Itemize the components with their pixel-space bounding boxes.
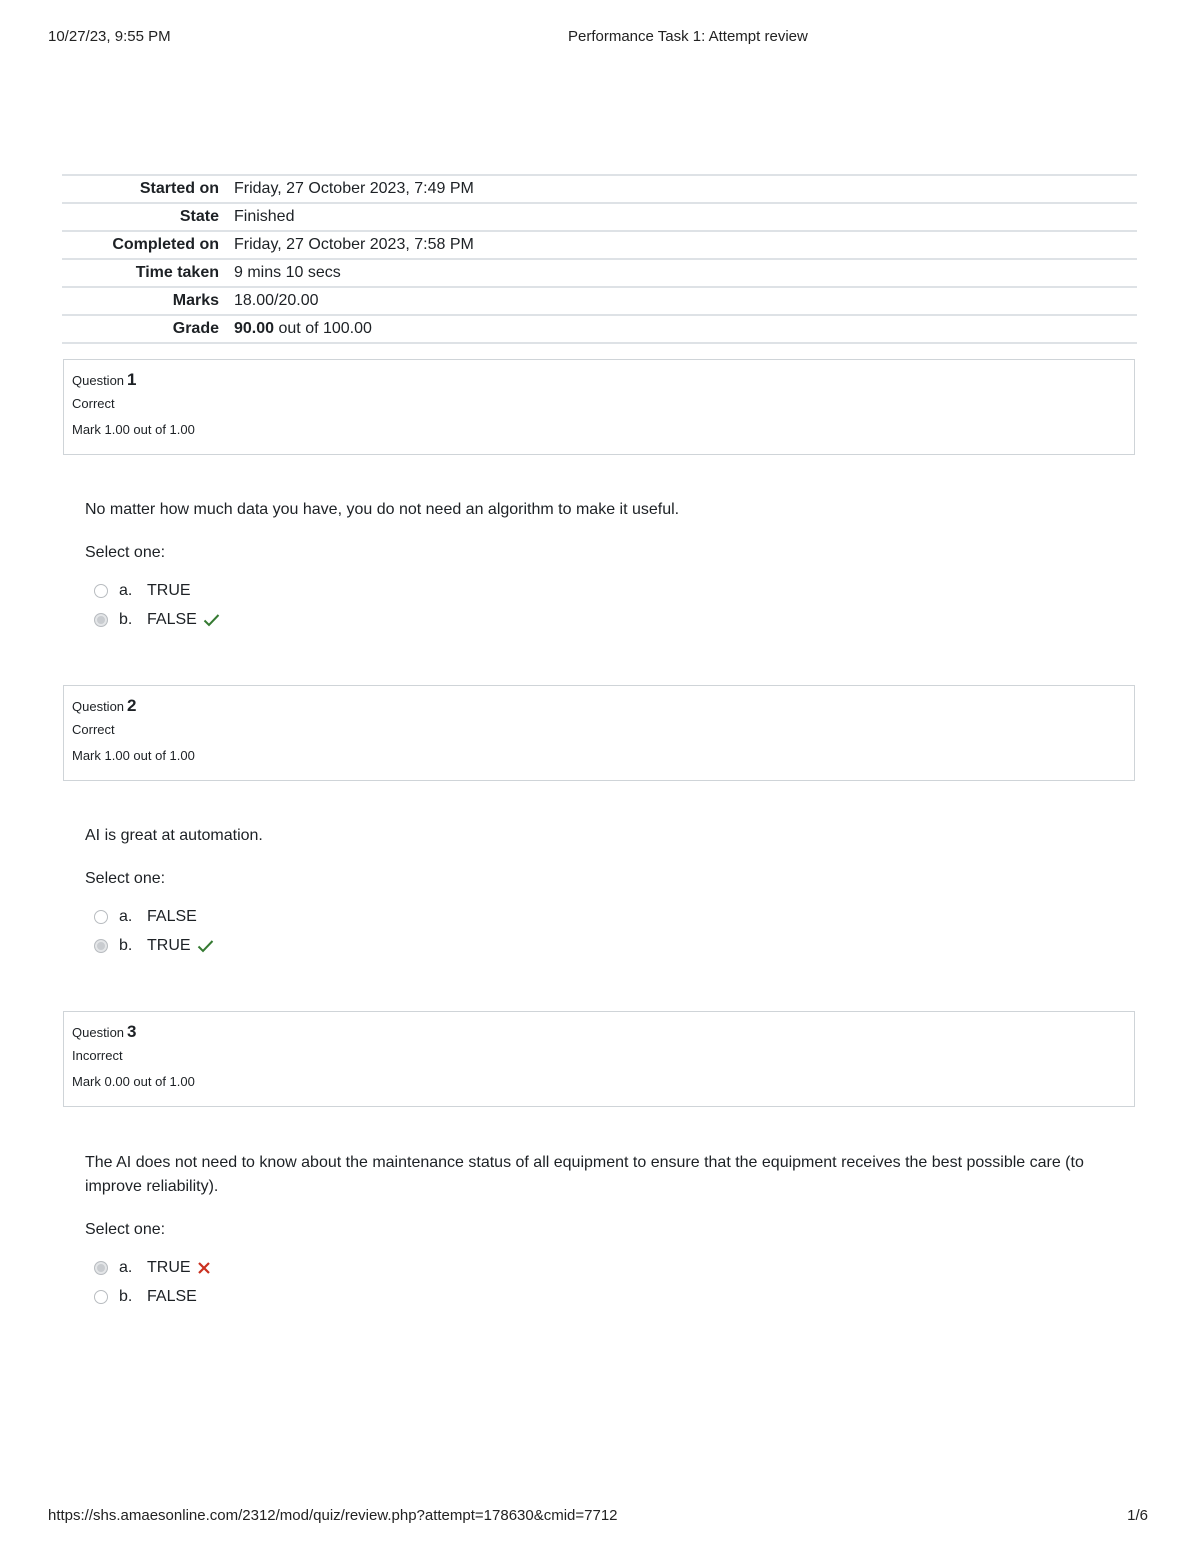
check-icon [203,613,220,627]
select-one-prompt: Select one: [85,870,166,887]
answer-radio[interactable] [94,1290,108,1304]
answer-options [85,1253,1115,1311]
question-text: AI is great at automation. [85,827,263,844]
answer-letter: a. [119,1258,133,1276]
summary-row-completed [62,232,1137,260]
answer-radio-selected[interactable] [94,613,108,627]
question-text: The AI does not need to know about the maintenance status of all equipment to ensure that the equipment receives the best possible care (to improve reliability). [85,1154,1084,1195]
answer-text: TRUE [147,936,191,954]
answer-text: TRUE [147,1258,191,1276]
answer-option[interactable] [85,931,1115,960]
answer-option[interactable] [85,1282,1115,1311]
summary-row-state [62,204,1137,232]
question-state: Correct [72,396,115,411]
question-content [85,498,1115,634]
answer-text: FALSE [147,1287,197,1305]
attempt-summary-table [62,174,1137,344]
answer-letter: b. [119,1287,133,1305]
answer-text: FALSE [147,907,197,925]
answer-option[interactable] [85,902,1115,931]
question-label: Question [72,699,125,714]
summary-label: Time taken [135,264,219,281]
print-footer [48,1507,1148,1527]
question-label: Question [72,1025,125,1040]
answer-options [85,902,1115,960]
print-header [48,28,1152,48]
summary-label: Grade [172,320,219,337]
summary-value: 9 mins 10 secs [234,264,341,281]
print-url: https://shs.amaesonline.com/2312/mod/quiz/review.php?attempt=178630&cmid=7712 [48,1507,618,1524]
question-content [85,824,1115,960]
question-info-box [63,1011,1135,1107]
answer-radio[interactable] [94,584,108,598]
summary-label: Completed on [112,236,219,253]
question-content [85,1151,1115,1311]
question-text: No matter how much data you have, you do not need an algorithm to make it useful. [85,501,680,518]
summary-label: Started on [139,180,219,197]
question-info-box [63,685,1135,781]
question-number-value: 2 [127,696,137,715]
summary-value: Friday, 27 October 2023, 7:49 PM [234,180,474,197]
summary-value [219,320,372,338]
question-number [72,1022,1126,1043]
answer-radio-selected[interactable] [94,1261,108,1275]
answer-letter: b. [119,936,133,954]
summary-row-started [62,176,1137,204]
answer-option[interactable] [85,605,1115,634]
question-number-value: 3 [127,1022,137,1041]
question-number [72,370,1126,391]
summary-label: Marks [172,292,219,309]
question-mark: Mark 1.00 out of 1.00 [72,748,195,763]
answer-option[interactable] [85,576,1115,605]
question-state: Incorrect [72,1048,123,1063]
question-mark: Mark 1.00 out of 1.00 [72,422,195,437]
cross-icon [197,1261,211,1275]
question-info-box [63,359,1135,455]
question-label: Question [72,373,125,388]
answer-text: TRUE [147,581,191,599]
answer-letter: a. [119,581,133,599]
question-number-value: 1 [127,370,137,389]
summary-value: Friday, 27 October 2023, 7:58 PM [234,236,474,253]
summary-label: State [179,208,219,225]
answer-radio-selected[interactable] [94,939,108,953]
print-title: Performance Task 1: Attempt review [568,28,808,45]
print-date: 10/27/23, 9:55 PM [48,28,171,45]
question-mark: Mark 0.00 out of 1.00 [72,1074,195,1089]
select-one-prompt: Select one: [85,1221,166,1238]
answer-option[interactable] [85,1253,1115,1282]
answer-letter: b. [119,610,133,628]
grade-suffix: out of 100.00 [278,320,372,337]
question-number [72,696,1126,717]
summary-row-marks [62,288,1137,316]
answer-letter: a. [119,907,133,925]
answer-radio[interactable] [94,910,108,924]
summary-value: 18.00/20.00 [234,292,319,309]
summary-row-time-taken [62,260,1137,288]
select-one-prompt: Select one: [85,544,166,561]
page-number: 1/6 [1127,1507,1148,1524]
answer-options [85,576,1115,634]
question-state: Correct [72,722,115,737]
summary-row-grade [62,316,1137,344]
grade-score: 90.00 [234,320,275,337]
check-icon [197,939,214,953]
summary-value: Finished [234,208,295,225]
answer-text: FALSE [147,610,197,628]
